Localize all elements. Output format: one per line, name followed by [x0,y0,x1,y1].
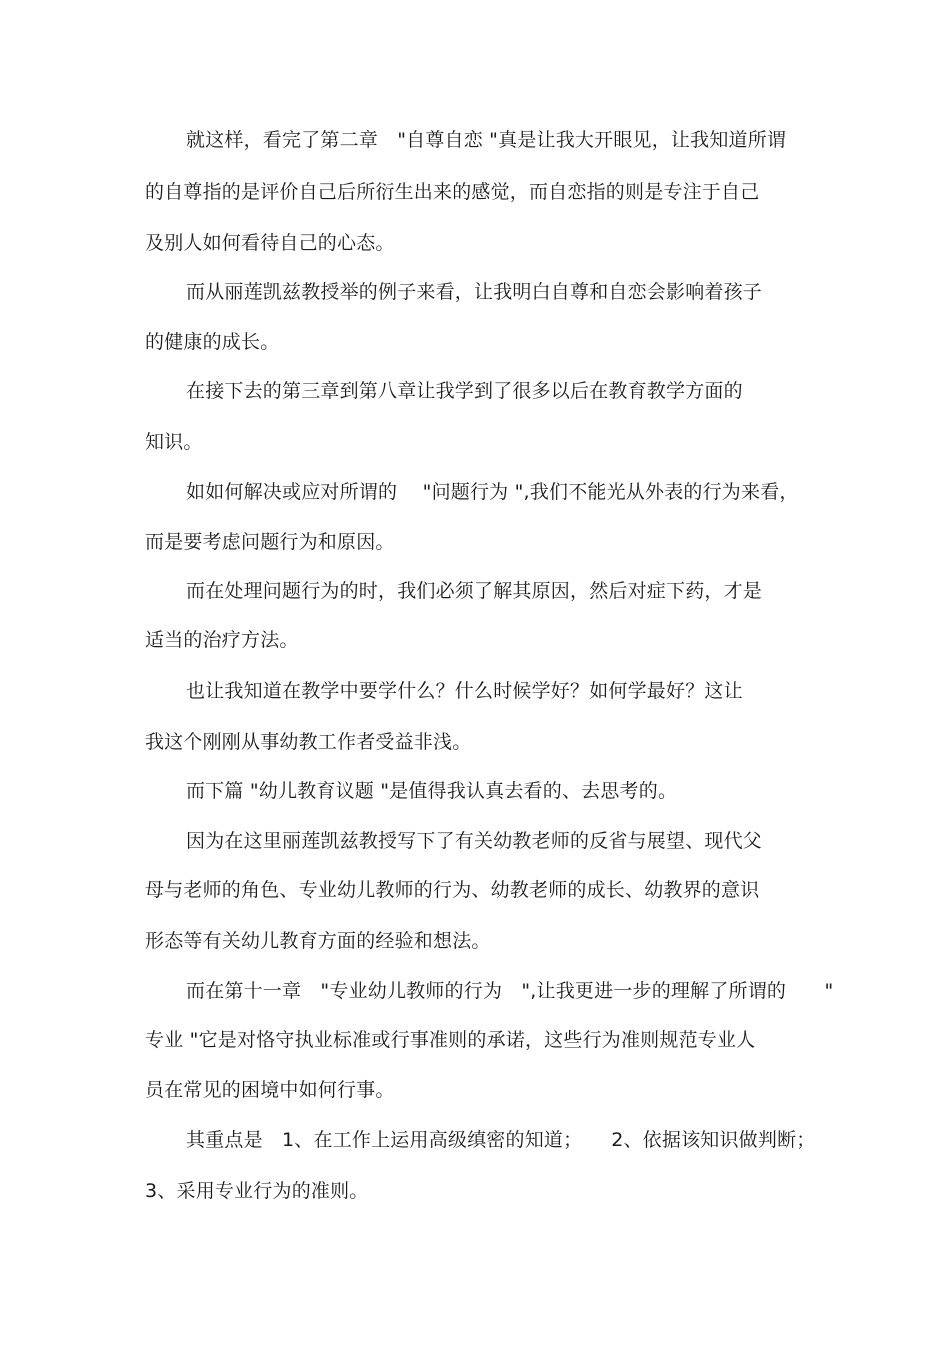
text-line: 而是要考虑问题行为和原因。 [145,531,395,553]
text-line: 而在处理问题行为的时，我们必须了解其原因，然后对症下药，才是 [186,580,763,602]
text-line: 也让我知道在教学中要学什么？什么时候学好？如何学最好？这让 [186,680,743,702]
text-line: 我这个刚刚从事幼教工作者受益非浅。 [145,731,472,753]
text-line: 知识。 [145,431,203,453]
text-line: 就这样，看完了第二章 "自尊自恋 "真是让我大开眼见，让我知道所谓 [186,129,787,151]
text-line: 适当的治疗方法。 [145,629,299,651]
text-line: 因为在这里丽莲凯兹教授写下了有关幼教老师的反省与展望、现代父 [186,830,763,852]
text-line: 如如何解决或应对所谓的 "问题行为 ",我们不能光从外表的行为来看， [186,481,799,503]
text-line: 母与老师的角色、专业幼儿教师的行为、幼教老师的成长、幼教界的意识 [145,879,760,901]
text-line: 在接下去的第三章到第八章让我学到了很多以后在教育教学方面的 [186,380,743,402]
text-line: 而下篇 "幼儿教育议题 "是值得我认真去看的、去思考的。 [186,780,678,802]
text-line: 的自尊指的是评价自己后所衍生出来的感觉，而自恋指的则是专注于自己 [145,181,760,203]
text-line: 而从丽莲凯兹教授举的例子来看，让我明白自尊和自恋会影响着孩子 [186,281,763,303]
text-line: 形态等有关幼儿教育方面的经验和想法。 [145,930,491,952]
text-line: 及别人如何看待自己的心态。 [145,232,395,254]
text-line: 的健康的成长。 [145,331,280,353]
text-line: 而在第十一章 "专业幼儿教师的行为 ",让我更进一步的理解了所谓的 " [186,980,834,1002]
text-line: 员在常见的困境中如何行事。 [145,1079,395,1101]
text-line: 其重点是 1、在工作上运用高级缜密的知道； 2、依据该知识做判断； [186,1129,816,1151]
text-line: 专业 "它是对恪守执业标准或行事准则的承诺，这些行为准则规范专业人 [145,1029,756,1051]
text-line: 3、采用专业行为的准则。 [145,1180,369,1202]
